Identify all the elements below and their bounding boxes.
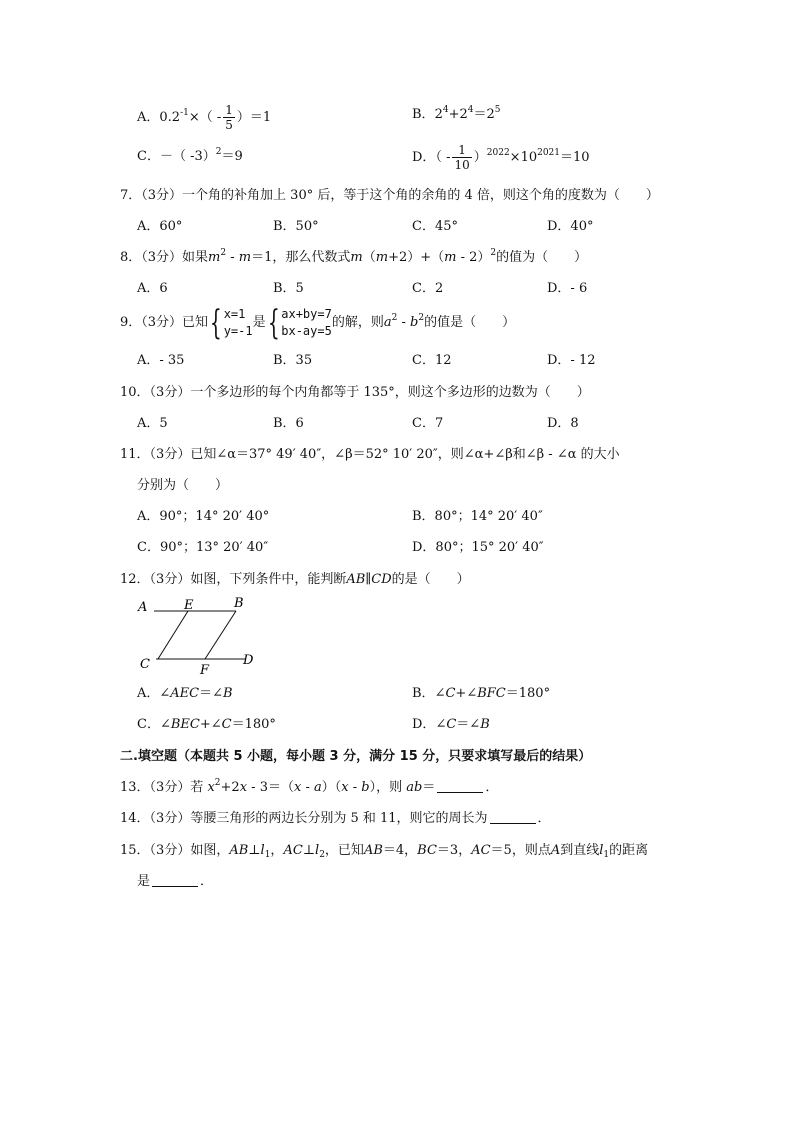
q10-option-c: C．7	[412, 416, 444, 431]
q14-stem: 14．（3分）等腰三角形的两边长分别为 5 和 11，则它的周长为 ．	[120, 811, 551, 826]
segment-ec	[158, 611, 188, 659]
q15-stem: 15．（3分）如图，$AB\perp l_1$，$AC\perp l_2$，已知AB＝4，BC＝3，AC＝5，则点A到直线$l_1$的距离	[120, 843, 649, 860]
q7-option-a: A．60°	[137, 219, 183, 234]
q7-option-c: C．45°	[412, 219, 458, 234]
q10-stem: 10．（3分）一个多边形的每个内角都等于 135°，则这个多边形的边数为（ ）	[120, 385, 590, 400]
q14-answer-blank[interactable]	[490, 811, 536, 824]
q8-stem: 8．（3分）如果$m^2 - m=1$，那么代数式m（m+2）+（m - 2）$^2$的值为（ ）	[120, 248, 588, 265]
q12-stem: 12．（3分）如图，下列条件中，能判断AB∥CD的是（ ）	[120, 572, 470, 587]
q13-stem: 13．（3分）若 $x^2+2x - 3=(x - a)(x - b)$，则 ab＝ ．	[120, 778, 499, 795]
q7-option-b: B．50°	[273, 219, 319, 234]
system-solution: x=1 y=-1	[223, 306, 253, 338]
q8-option-d: D．- 6	[547, 281, 588, 296]
label-d: D	[243, 653, 254, 668]
left-brace-1: {	[209, 302, 222, 343]
segment-bf	[205, 611, 236, 659]
q9-option-b: B．35	[273, 353, 313, 368]
q6-option-d: D．（ - $\frac{1}{10}$ ）$^{2022}\times 10^{2021}=10$	[412, 143, 590, 172]
q6-option-b: B．$2^4+2^4=2^5$	[412, 105, 501, 122]
q10-option-b: B．6	[273, 416, 304, 431]
q12-option-d: D．∠C＝∠B	[412, 717, 490, 732]
label-f: F	[200, 663, 210, 678]
section-heading-fill-in: 二.填空题（本题共 5 小题，每小题 3 分，满分 15 分，只要求填写最后的结果）	[120, 749, 592, 764]
q7-stem: 7．（3分）一个角的补角加上 30° 后，等于这个角的余角的 4 倍，则这个角的度数为（ ）	[120, 188, 659, 203]
q9-option-a: A．- 35	[137, 353, 185, 368]
q11-option-a: A．90°；14° 20′ 40°	[137, 509, 270, 524]
q12-option-b: B．∠C+∠BFC＝180°	[412, 686, 551, 701]
label-b: B	[234, 596, 244, 611]
q6-option-a: A．$0.2^{-1}\times$（ - $\frac{1}{5}$ ）＝1	[137, 103, 272, 132]
q15-answer-blank[interactable]	[152, 874, 198, 887]
q11-stem-line2: 分别为（ ）	[137, 478, 229, 493]
q13-answer-blank[interactable]	[437, 780, 483, 793]
q6-a-fraction: $\frac{1}{5}$	[225, 103, 233, 132]
q8-option-a: A．6	[137, 281, 168, 296]
q6-option-c: C．－（ -3）$^2$＝9	[137, 147, 243, 164]
q7-option-d: D．40°	[547, 219, 594, 234]
label-e: E	[184, 598, 194, 613]
q12-option-a: A．∠AEC＝∠B	[137, 686, 233, 701]
q8-option-b: B．5	[273, 281, 304, 296]
q11-option-d: D．80°；15° 20′ 40″	[412, 540, 544, 555]
q10-option-a: A．5	[137, 416, 168, 431]
q9-option-d: D．- 12	[547, 353, 596, 368]
q10-option-d: D．8	[547, 416, 579, 431]
q11-stem: 11．（3分）已知∠α＝37° 49′ 40″，∠β＝52° 10′ 20″，则∠α+∠β和∠β - ∠α 的大小	[120, 447, 620, 462]
parallelogram-figure	[130, 593, 270, 681]
q9-option-c: C．12	[412, 353, 452, 368]
label-a: A	[138, 600, 148, 615]
left-brace-2: {	[267, 302, 280, 343]
q8-option-c: C．2	[412, 281, 444, 296]
q6-d-fraction: $\frac{1}{10}$	[454, 143, 470, 172]
system-equations: ax+by=7 bx-ay=5	[281, 306, 332, 338]
q11-option-b: B．80°；14° 20′ 40″	[412, 509, 543, 524]
q11-option-c: C．90°；13° 20′ 40″	[137, 540, 269, 555]
label-c: C	[140, 657, 150, 672]
q12-option-c: C．∠BEC+∠C＝180°	[137, 717, 276, 732]
q15-stem-line2: 是 ．	[137, 874, 214, 889]
q9-stem: 9．（3分）已知{ x=1 y=-1 是{ ax+by=7 bx-ay=5 的解，则$a^2 - b^2$的值是（ ）	[120, 302, 516, 343]
